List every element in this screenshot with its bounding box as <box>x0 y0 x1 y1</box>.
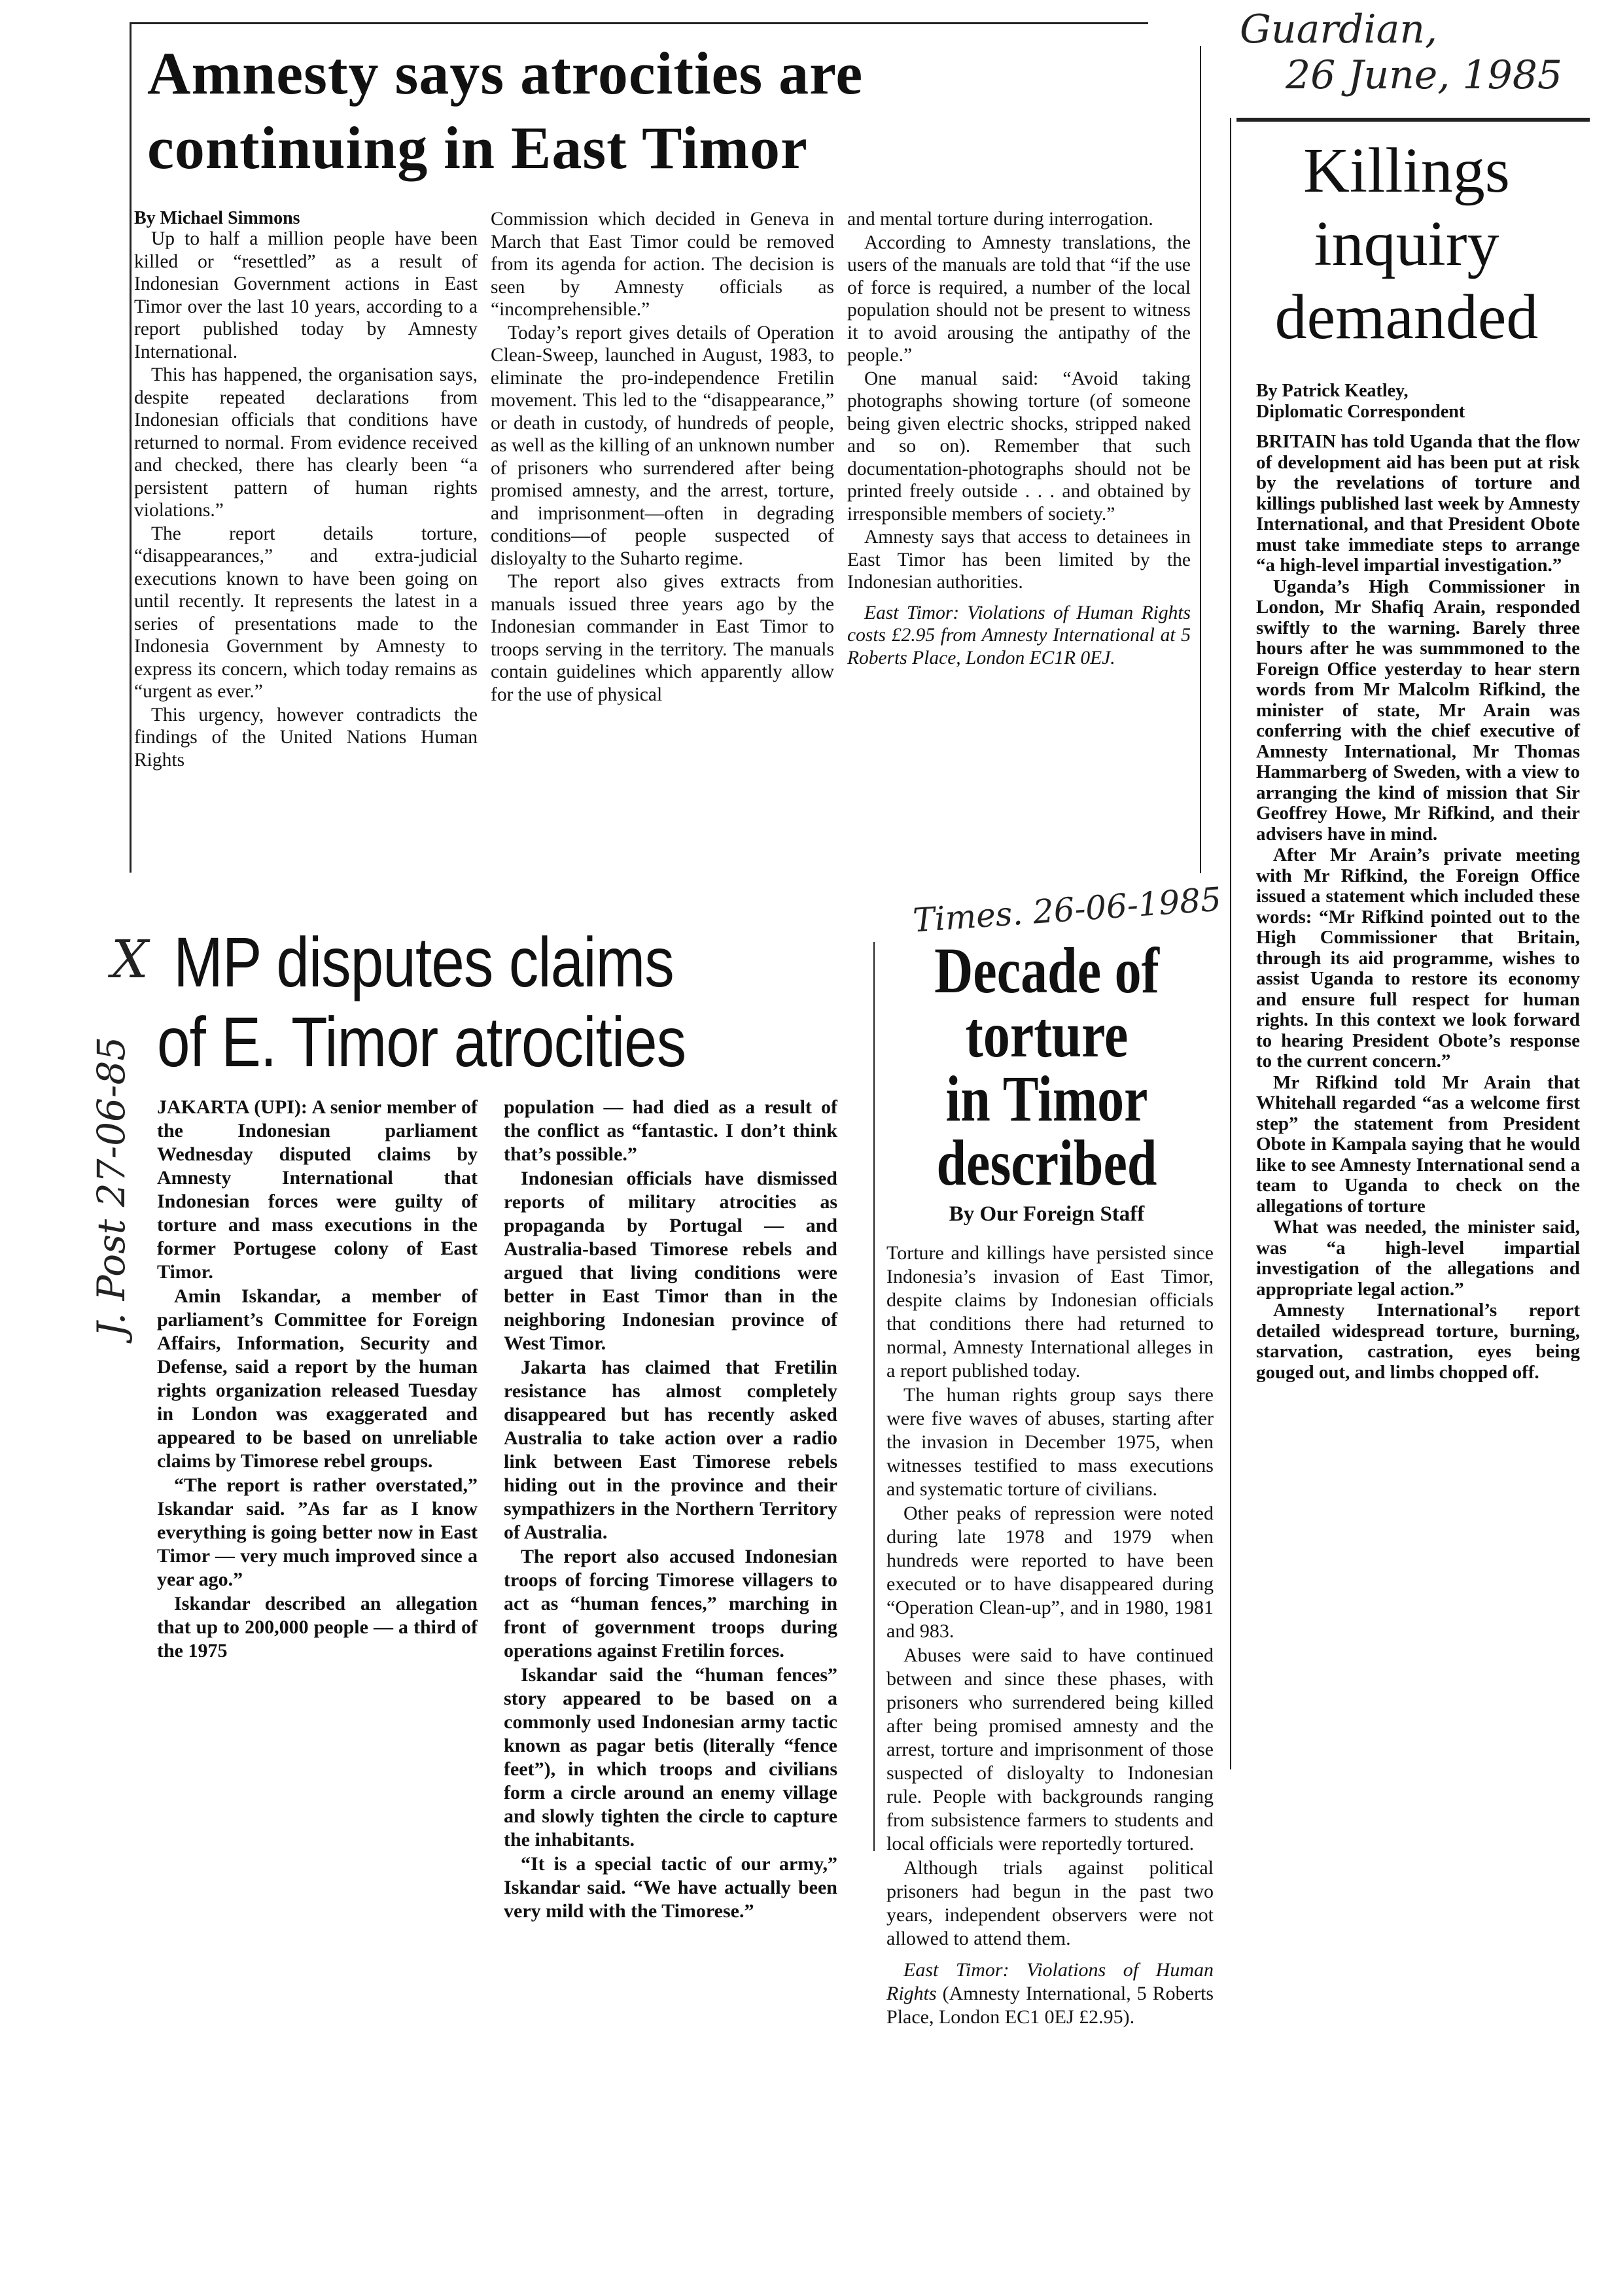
killings-para: Mr Rifkind told Mr Arain that Whitehall regarded “as a welcome first step” the statement from President Obote in Kampala saying that he would like to see Amnesty International send a team to Uganda to check on the allegations of torture <box>1256 1071 1580 1217</box>
mp-column-1 <box>157 1096 478 1663</box>
amnesty-column-2 <box>491 208 834 706</box>
mp-headline-line2: of E. Timor atrocities <box>157 1002 686 1081</box>
amnesty-right-rule <box>1200 46 1201 873</box>
mp-column-2 <box>504 1096 837 1924</box>
killings-byline-role: Diplomatic Correspondent <box>1256 402 1465 422</box>
decade-credit-rest: (Amnesty International, 5 Roberts Place, London EC1 0EJ £2.95). <box>886 1983 1214 2028</box>
decade-headline-line2: torture <box>965 998 1129 1071</box>
killings-headline <box>1236 134 1577 354</box>
amnesty-col2-para: Commission which decided in Geneva in March that East Timor could be removed from its agenda for action. The decision is seen by Amnesty officials as “incomprehensible.” <box>491 209 834 320</box>
amnesty-col1-para: This has happened, the organisation says, despite repeated declarations from Indonesian officials that conditions have returned to normal. From evidence received and checked, there has clearly been “a persistent pattern of human rights violations.” <box>134 364 478 521</box>
decade-para: Other peaks of repression were noted during late 1978 and 1979 when hundreds were reported to have been executed or to have disappeared during “Operation Clean-up”, and in 1980, 1981 and 983. <box>886 1503 1214 1642</box>
amnesty-column-3 <box>847 208 1191 670</box>
decade-credit-title: East Timor: Violations of Human Rights <box>886 1959 1214 2004</box>
killings-byline <box>1256 381 1465 423</box>
decade-para: Abuses were said to have continued between and since these phases, with prisoners who surrendered being killed after being promised amnesty and the arrest, torture and imprisonment of those suspected of disloyalty to Indonesian rule. People with backgrounds ranging from subsistence farmers to students and local officials were reportedly tortured. <box>886 1644 1214 1854</box>
jpost-date-note: J. Post 27-06-85 <box>89 1036 133 1337</box>
decade-byline: By Our Foreign Staff <box>949 1202 1145 1226</box>
killings-para: What was needed, the minister said, was “a high-level impartial investigation of the allegations and appropriate legal action.” <box>1256 1217 1580 1300</box>
mp-headline-line1: MP disputes claims <box>173 922 674 1001</box>
amnesty-left-rule <box>130 22 131 873</box>
amnesty-column-1 <box>134 228 478 772</box>
amnesty-credit <box>847 602 1191 670</box>
amnesty-headline-line2: continuing in East Timor <box>147 114 808 181</box>
guardian-source-label: Guardian, <box>1240 7 1438 52</box>
amnesty-headline <box>147 36 1187 185</box>
mp-col2-para: Iskandar said the “human fences” story appeared to be based on a commonly used Indonesian army tactic known as pagar betis (literally “fence feet”), in which troops and civilians form a circle around an enemy village and slowly tighten the circle to capture the inhabitants. <box>504 1664 837 1851</box>
times-date-note: Times. 26-06-1985 <box>911 880 1223 940</box>
killings-para: After Mr Arain’s private meeting with Mr Rifkind, the Foreign Office issued a statement which included these words: “Mr Rifkind pointed out to the High Commissioner that Britain, through its aid programme, wishes to assist Uganda to restore its economy and ensure full respect for human rights. In this context we look forward to hearing President Obote’s response to the current concern.” <box>1256 844 1580 1071</box>
decade-headline-line3: in Timor <box>945 1062 1148 1135</box>
killings-top-rule <box>1236 118 1590 122</box>
amnesty-col1-para: This urgency, however contradicts the findings of the United Nations Human Rights <box>134 704 478 771</box>
killings-byline-name: By Patrick Keatley, <box>1256 381 1409 401</box>
decade-left-rule <box>873 942 875 1851</box>
amnesty-byline: By Michael Simmons <box>134 208 300 228</box>
decade-headline-line1: Decade of <box>934 934 1159 1007</box>
amnesty-col3-para: Amnesty says that access to detainees in East Timor has been limited by the Indonesian authorities. <box>847 527 1191 593</box>
mp-col2-para: population — had died as a result of the conflict as “fantastic. I don’t think that’s possible.” <box>504 1096 837 1165</box>
mp-headline <box>157 922 762 1082</box>
decade-para: Torture and killings have persisted since Indonesia’s invasion of East Timor, despite claims by Indonesian officials that conditions there had returned to normal, Amnesty International alleges in a report published today. <box>886 1242 1214 1382</box>
killings-left-rule <box>1230 118 1231 1769</box>
mp-col1-para: Iskandar described an allegation that up to 200,000 people — a third of the 1975 <box>157 1593 478 1661</box>
killings-headline-line2: inquiry <box>1314 209 1499 279</box>
mp-col2-para: The report also accused Indonesian troops of forcing Timorese villagers to act as “human fences,” marching in front of government troops during operations against Fretilin forces. <box>504 1546 837 1661</box>
decade-headline <box>902 934 1192 1199</box>
amnesty-col3-para: One manual said: “Avoid taking photographs showing torture (of someone being given electric shocks, stripped naked and so on). Remember that such documentation-photographs should not be printed freely outside . . . and obtained by irresponsible members of society.” <box>847 368 1191 525</box>
mp-col1-para: “The report is rather overstated,” Iskandar said. ”As far as I know everything is going better now in East Timor — very much improved since a year ago.” <box>157 1474 478 1590</box>
mp-col1-para: JAKARTA (UPI): A senior member of the Indonesian parliament Wednesday disputed claims by Amnesty International that Indonesian forces were guilty of torture and mass executions in the former Portugese colony of East Timor. <box>157 1096 478 1283</box>
amnesty-col3-para: According to Amnesty translations, the users of the manuals are told that “if the use of force is required, a number of the local population should not be present to witness it to avoid arousing the antipathy of the people.” <box>847 232 1191 366</box>
amnesty-col2-para: Today’s report gives details of Operation Clean-Sweep, launched in August, 1983, to eliminate the pro-independence Fretilin movement. This led to the “disappearance,” or death in custody, of hundreds of people, as well as the killing of an unknown number of prisoners who surrendered after being promised amnesty, and the arrest, torture, and imprisonment—often in degrading conditions—of people suspected of disloyalty to the Suharto regime. <box>491 322 834 569</box>
killings-body <box>1256 432 1580 1383</box>
guardian-date-label: 26 June, 1985 <box>1286 52 1563 98</box>
mp-col2-para: “It is a special tactic of our army,” Iskandar said. “We have actually been very mild with the Timorese.” <box>504 1853 837 1922</box>
amnesty-credit-title: East Timor: Violations of Human Rights <box>864 602 1191 623</box>
decade-body <box>886 1242 1214 2030</box>
decade-para: Although trials against political prisoners had begun in the past two years, independent observers were not allowed to attend them. <box>886 1857 1214 1949</box>
killings-para: Uganda’s High Commissioner in London, Mr Shafiq Arain, responded swiftly to the warning. Barely three hours after he was summmoned to the Foreign Office yesterday to hear stern words from Mr Malcolm Rifkind, the minister of state, Mr Arain was conferring with the chief executive of Amnesty International, Mr Thomas Hammarberg of Sweden, with a view to arranging the kind of mission that Sir Geoffrey Howe, Mr Rifkind, and their advisers have in mind. <box>1256 576 1580 844</box>
killings-headline-line1: Killings <box>1303 135 1510 206</box>
killings-para: Amnesty International’s report detailed widespread torture, burning, starvation, castration, eyes being gouged out, and limbs chopped off. <box>1256 1300 1580 1383</box>
amnesty-credit-rest: costs £2.95 from Amnesty International at 5 Roberts Place, London EC1R 0EJ. <box>847 625 1191 669</box>
killings-headline-line3: demanded <box>1274 282 1539 353</box>
amnesty-headline-line1: Amnesty says atrocities are <box>147 40 864 107</box>
killings-para: BRITAIN has told Uganda that the flow of development aid has been put at risk by the revelations of torture and killings published last week by Amnesty International, and that President Obote must take immediate steps to arrange “a high-level impartial investigation.” <box>1256 431 1580 576</box>
amnesty-col2-para: The report also gives extracts from manuals issued three years ago by the Indonesian commander in East Timor to troops serving in the territory. The manuals contain guidelines which apparently allow for the use of physical <box>491 571 834 705</box>
amnesty-top-rule <box>131 22 1148 24</box>
decade-headline-line4: described <box>936 1126 1157 1199</box>
mp-col1-para: Amin Iskandar, a member of parliament’s Committee for Foreign Affairs, Information, Security and Defense, said a report by the human rights organization released Tuesday in London was exaggerated and appeared to be based on unreliable claims by Timorese rebel groups. <box>157 1285 478 1472</box>
mp-col2-para: Indonesian officials have dismissed reports of military atrocities as propaganda by Portugal — and Australia-based Timorese rebels and argued that living conditions were better in East Timor than in the neighboring Indonesian province of West Timor. <box>504 1168 837 1354</box>
decade-credit <box>886 1958 1214 2029</box>
decade-para: The human rights group says there were five waves of abuses, starting after the invasion in December 1975, when witnesses testified to mass executions and systematic torture of civilians. <box>886 1384 1214 1500</box>
handwritten-source-note <box>1240 7 1580 98</box>
amnesty-col1-para: Up to half a million people have been killed or “resettled” as a result of Indonesian Government actions in East Timor over the last 10 years, according to a report published today by Amnesty International. <box>134 228 478 362</box>
amnesty-col3-para: and mental torture during interrogation. <box>847 209 1153 230</box>
amnesty-col1-para: The report details torture, “disappearances,” and extra-judicial executions known to have been going on until recently. It represents the latest in a series of presentations made to the Indonesia Government by Amnesty to express its concern, which today remains as “urgent as ever.” <box>134 523 478 702</box>
mp-col2-para: Jakarta has claimed that Fretilin resistance has almost completely disappeared but has recently asked Australia to take action over a radio link between East Timorese rebels hiding out in the province and their sympathizers in the Northern Territory of Australia. <box>504 1357 837 1543</box>
x-mark: X <box>111 929 149 990</box>
